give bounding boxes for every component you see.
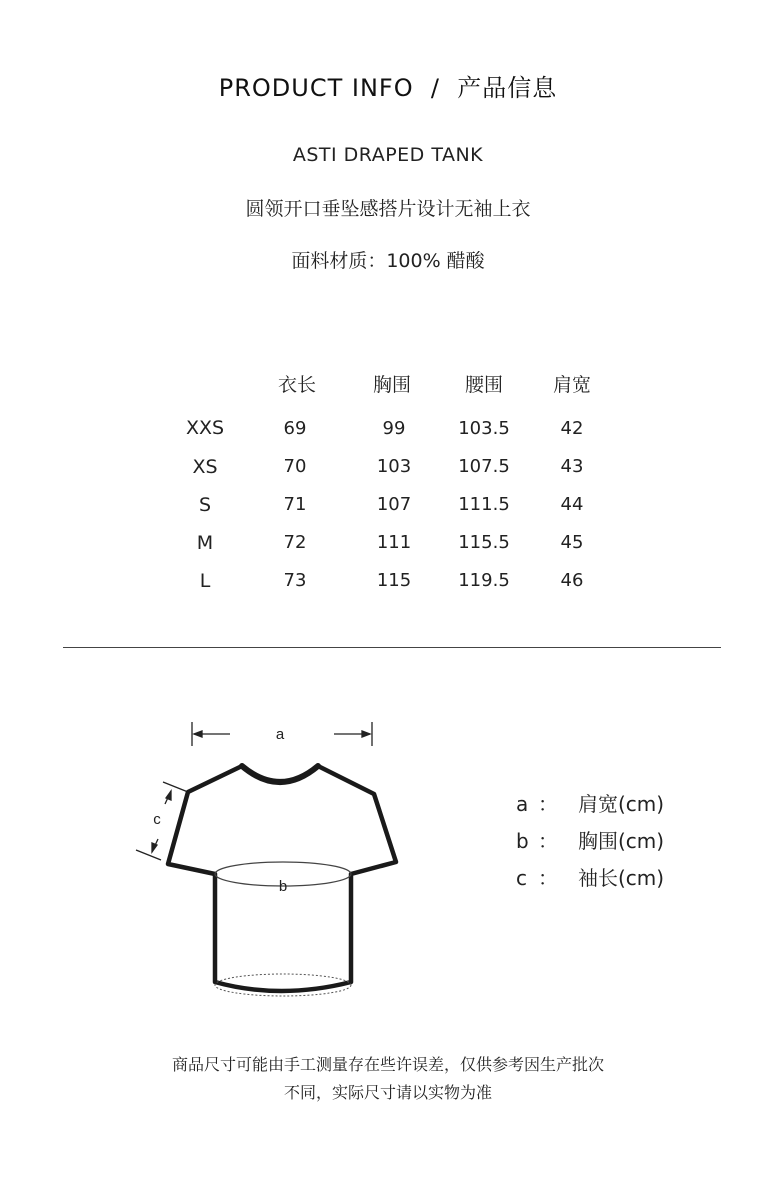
legend-text: 肩宽(cm) <box>578 792 665 816</box>
table-cell: 99 <box>382 418 406 439</box>
size-label: XXS <box>185 417 225 439</box>
footer-note-line-2: 不同，实际尺寸请以实物为准 <box>283 1083 492 1102</box>
table-cell: 45 <box>560 532 584 553</box>
legend-text: 袖长(cm) <box>578 866 665 890</box>
legend-letter: b <box>516 829 529 853</box>
legend-item <box>516 788 664 817</box>
table-cell: 107 <box>376 494 412 515</box>
legend-colon: ： <box>538 829 558 853</box>
table-cell: 69 <box>283 418 307 439</box>
table-cell: 111 <box>376 532 412 553</box>
table-cell: 73 <box>283 570 307 591</box>
legend-item <box>516 825 664 854</box>
table-cell: 103.5 <box>458 418 510 439</box>
size-label: L <box>199 570 211 592</box>
column-header-length: 衣长 <box>277 374 316 396</box>
legend-letter: a <box>516 792 529 816</box>
tshirt-measurement-diagram <box>130 712 410 1012</box>
legend-letter: c <box>516 866 527 890</box>
section-divider <box>63 647 721 648</box>
table-cell: 119.5 <box>458 570 510 591</box>
label-c: c <box>153 811 161 828</box>
table-cell: 72 <box>283 532 307 553</box>
table-cell: 44 <box>560 494 584 515</box>
table-cell: 107.5 <box>458 456 510 477</box>
table-cell: 103 <box>376 456 412 477</box>
legend-colon: ： <box>538 866 558 890</box>
size-label: S <box>198 494 212 516</box>
table-cell: 42 <box>560 418 584 439</box>
table-cell: 115 <box>376 570 412 591</box>
column-header-chest: 胸围 <box>372 374 411 396</box>
table-cell: 43 <box>560 456 584 477</box>
table-cell: 71 <box>283 494 307 515</box>
legend-text: 胸围(cm) <box>578 829 665 853</box>
table-cell: 115.5 <box>458 532 510 553</box>
product-name: ASTI DRAPED TANK <box>292 144 484 166</box>
column-header-waist: 腰围 <box>464 374 503 396</box>
table-cell: 70 <box>283 456 307 477</box>
fabric-info: 面料材质：100% 醋酸 <box>291 250 485 272</box>
size-label: XS <box>192 456 218 478</box>
legend-item <box>516 862 664 891</box>
table-cell: 111.5 <box>458 494 510 515</box>
label-b: b <box>278 878 288 895</box>
footer-note-line-1: 商品尺寸可能由手工测量存在些许误差，仅供参考因生产批次 <box>171 1055 604 1074</box>
tshirt-collar <box>242 766 318 782</box>
table-cell: 46 <box>560 570 584 591</box>
size-label: M <box>196 532 214 554</box>
legend-colon: ： <box>538 792 558 816</box>
page-title: PRODUCT INFO / 产品信息 <box>218 74 558 102</box>
column-header-shoulder: 肩宽 <box>552 374 591 396</box>
label-a: a <box>275 726 285 743</box>
product-description: 圆领开口垂坠感搭片设计无袖上衣 <box>245 198 531 220</box>
